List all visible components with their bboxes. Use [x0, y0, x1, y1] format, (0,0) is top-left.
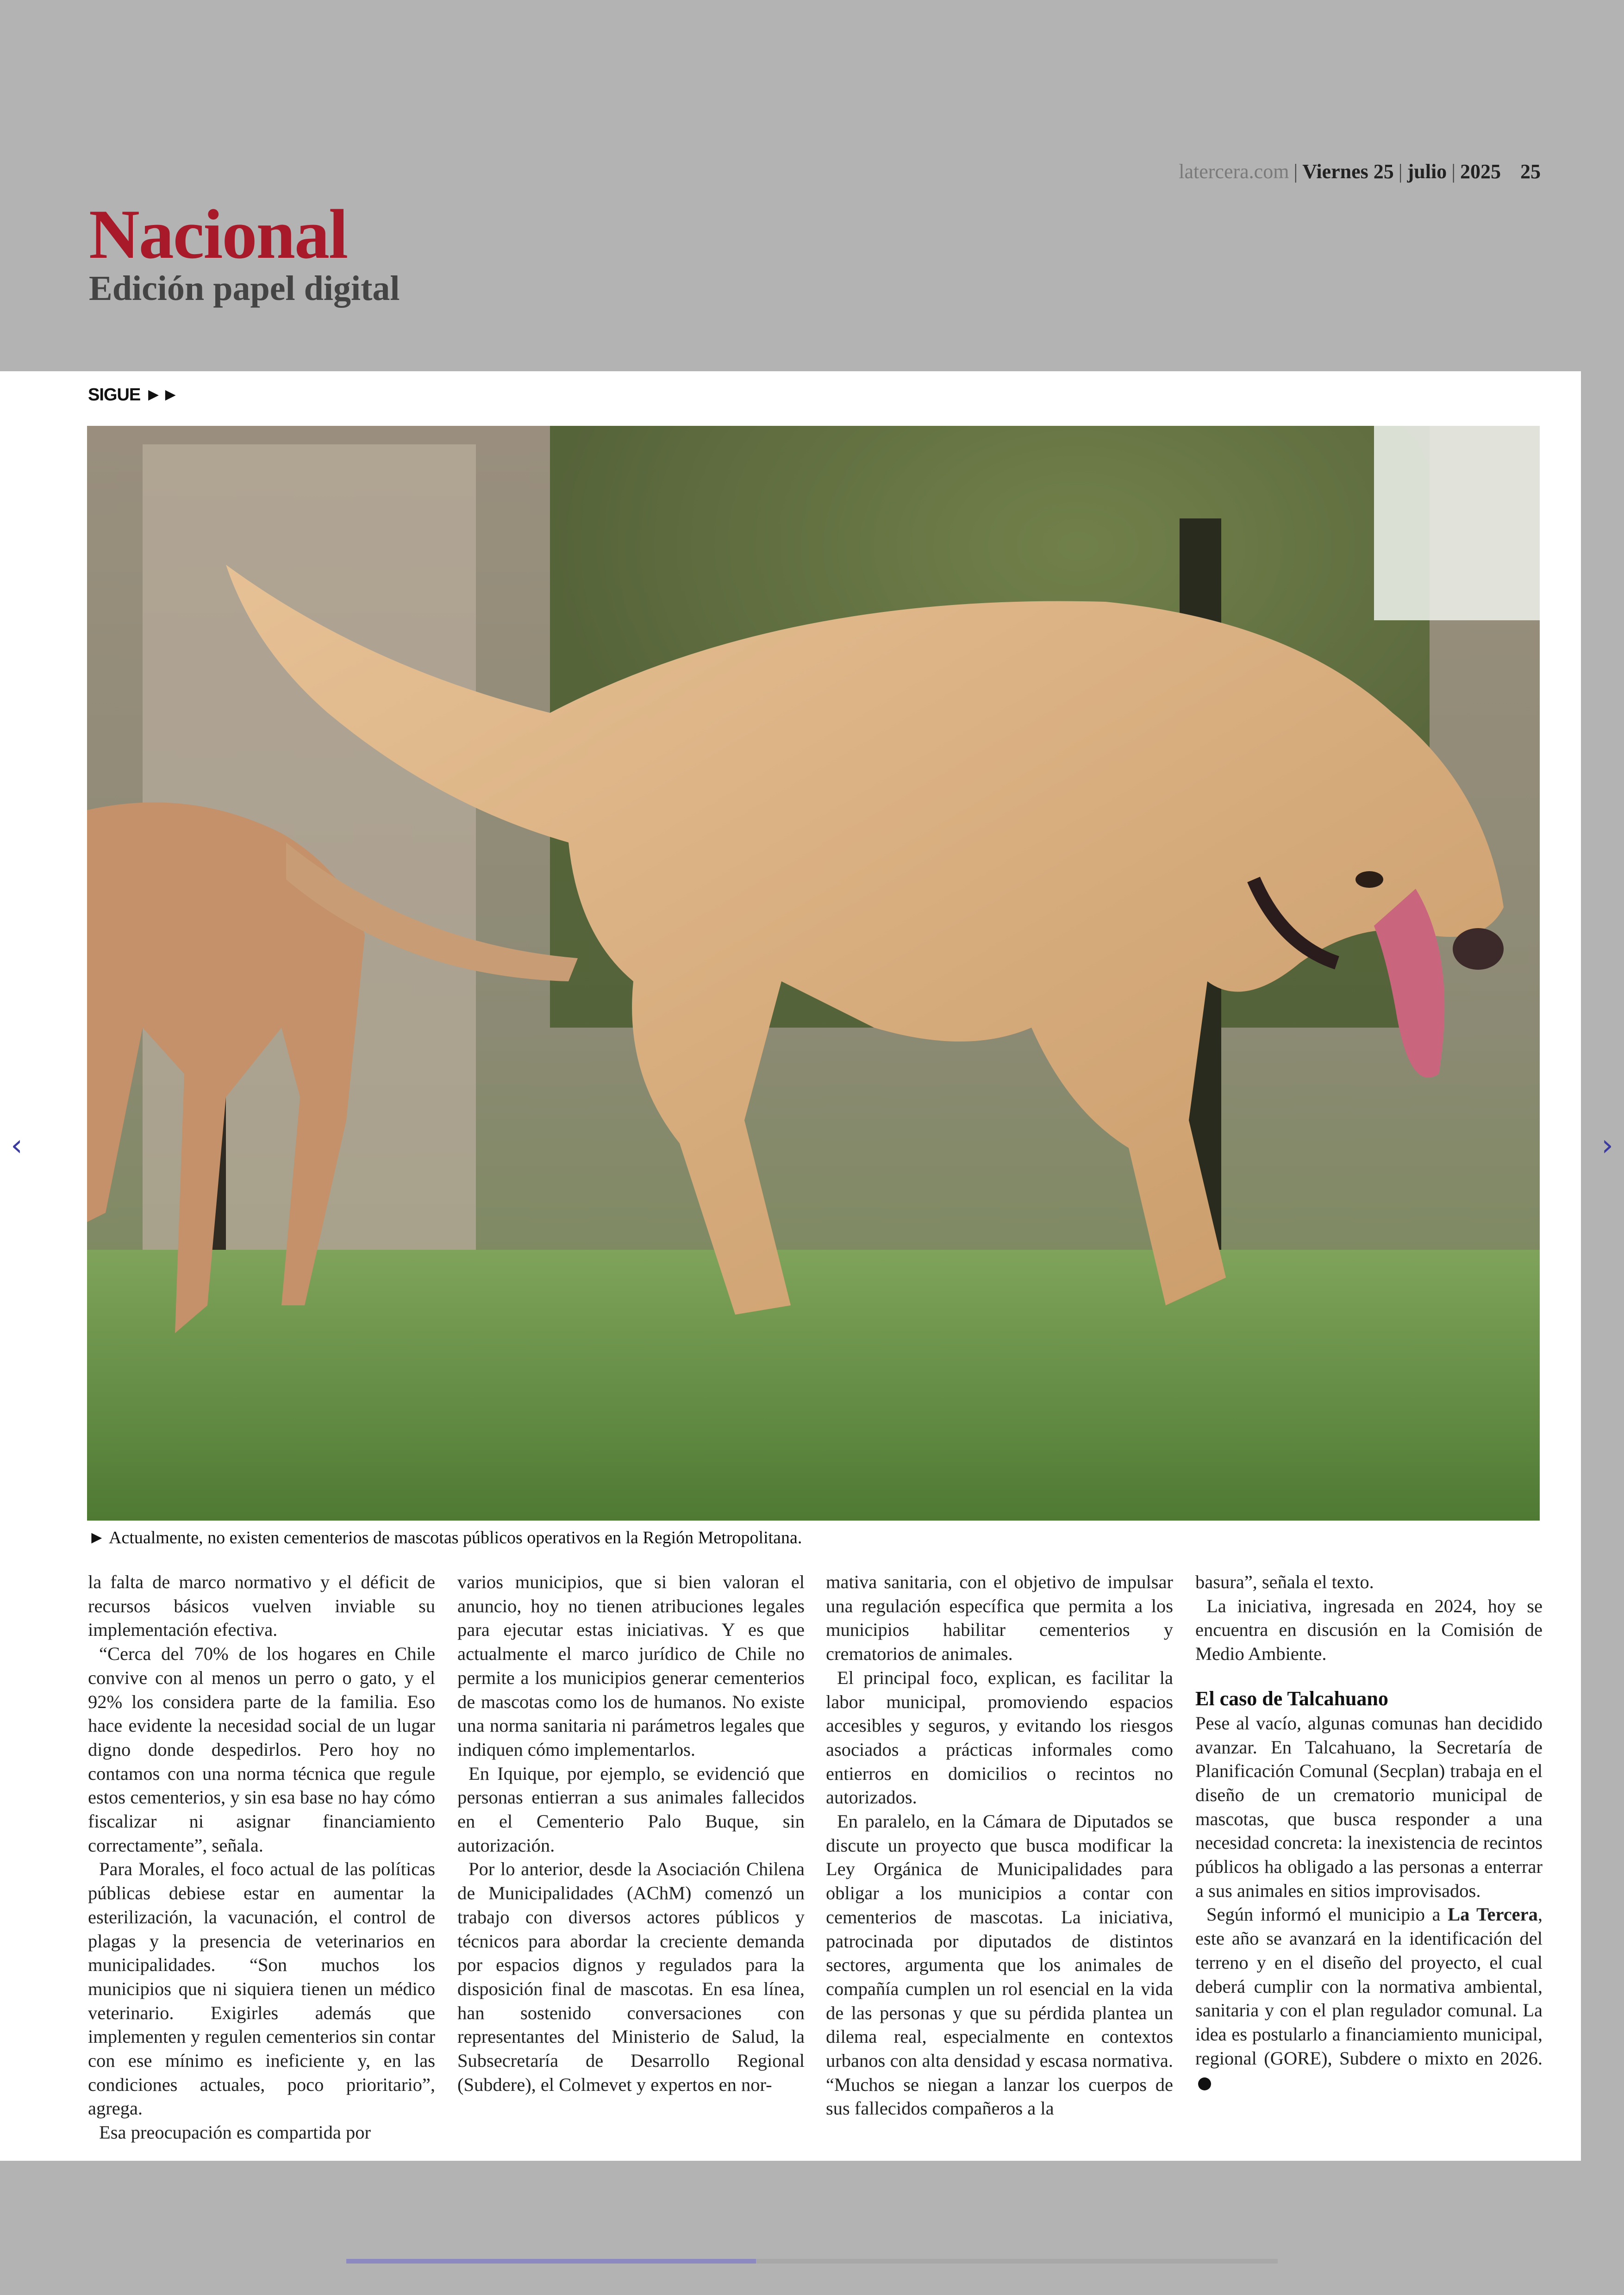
- site-name: latercera.com: [1179, 160, 1289, 183]
- paragraph: La iniciativa, ingresada en 2024, hoy se encuentra en discusión en la Comisión de Medio Ambiente.: [1195, 1595, 1543, 1665]
- subheading: El caso de Talcahuano: [1195, 1687, 1388, 1710]
- paragraph: la falta de marco normativo y el déficit de recursos básicos vuelven inviable su implementación efectiva.: [88, 1572, 435, 1640]
- chevron-left-icon[interactable]: ‹: [11, 1129, 23, 1163]
- page-scrollbar[interactable]: [346, 2259, 1278, 2264]
- paragraph: basura”, señala el texto.: [1195, 1572, 1374, 1592]
- paragraph: mativa sanitaria, con el objetivo de impulsar una regulación específica que permita a los municipios habilitar cementerios y crematorios de animales.: [826, 1572, 1173, 1665]
- section-subtitle: Edición papel digital: [89, 269, 400, 308]
- newspaper-page: [0, 371, 1581, 2161]
- month: julio: [1407, 160, 1447, 183]
- chevron-right-icon[interactable]: ›: [1601, 1129, 1613, 1163]
- newspaper-name: La Tercera: [1448, 1904, 1538, 1925]
- article-photo: [87, 426, 1540, 1521]
- paragraph: Por lo anterior, desde la Asociación Chilena de Municipalidades (AChM) comenzó un trabajo con diversos actores públicos y técnicos para abordar la creciente demanda por espacios dignos y regulados para la disposición final de mascotas. En esa línea, han sostenido conversaciones con representantes del Ministerio de Salud, la Subsecretaría de Desarrollo Regional (Subdere), el Colmevet y expertos en nor-: [457, 1858, 805, 2095]
- paragraph: Para Morales, el foco actual de las políticas públicas debiese estar en aumentar la esterilización, la vacunación, el control de plagas y la presencia de veterinarios en municipalidades. “Son muchos los municipios que ni siquiera tienen un médico veterinario. Exigirles además que implementen y regulen cementerios sin contar con ese mínimo es ineficiente y, en las condiciones actuales, poco prioritario”, agrega.: [88, 1858, 435, 2119]
- text-run: Según informó el municipio a: [1206, 1904, 1448, 1925]
- paragraph: [1195, 1902, 1543, 2094]
- end-mark-icon: [1198, 2077, 1211, 2090]
- year: 2025: [1460, 160, 1501, 183]
- article-column-4: [1195, 1570, 1543, 2094]
- article-column-3: [826, 1570, 1173, 2120]
- article-column-2: [457, 1570, 805, 2096]
- paragraph: En paralelo, en la Cámara de Diputados se discute un proyecto que busca modificar la Ley Orgánica de Municipalidades para obligar a los municipios a contar con cementerios de mascotas. La iniciativa, patrocinada por diputados de distintos sectores, argumenta que los animales de compañía cumplen un rol esencial en la vida de las personas y que su pérdida plantea un dilema real, especialmente en contextos urbanos con alta densidad y escasa normativa. “Muchos se niegan a lanzar los cuerpos de sus fallecidos compañeros a la: [826, 1811, 1173, 2119]
- page-number: 25: [1520, 160, 1541, 183]
- scrollbar-thumb[interactable]: [346, 2259, 756, 2264]
- paragraph: Pese al vacío, algunas comunas han decidido avanzar. En Talcahuano, la Secretaría de Planificación Comunal (Secplan) trabaja en el diseño de un crematorio municipal de mascotas, que busca responder a una necesidad concreta: la inexistencia de recintos públicos ha obligado a las personas a enterrar a sus animales en sitios improvisados.: [1195, 1712, 1543, 1901]
- article-column-1: [88, 1570, 435, 2145]
- photo-caption: ► Actualmente, no existen cementerios de mascotas públicos operativos en la Región Metropolitana.: [88, 1528, 802, 1547]
- paragraph: “Cerca del 70% de los hogares en Chile convive con al menos un perro o gato, y el 92% los considera parte de la familia. Eso hace evidente la necesidad social de un lugar digno donde despedirlos. Pero hoy no contamos con una norma técnica que regule estos cementerios, y sin esa base no hay cómo fiscalizar ni asignar financiamiento correctamente”, señala.: [88, 1643, 435, 1856]
- text-run: , este año se avanzará en la identificación del terreno y en el diseño del proyecto, el cual deberá cumplir con la normativa ambiental, sanitaria y con el plan regulador comunal. La idea es postularlo a financiamiento municipal, regional (GORE), Subdere o mixto en 2026.: [1195, 1904, 1543, 2069]
- weekday: Viernes 25: [1302, 160, 1394, 183]
- paragraph: El principal foco, explican, es facilitar la labor municipal, promoviendo espacios accesibles y seguros, y evitando los riesgos asociados a prácticas informales como entierros en domicilios o recintos no autorizados.: [826, 1667, 1173, 1808]
- paragraph: varios municipios, que si bien valoran el anuncio, hoy no tienen atribuciones legales para ejecutar estas iniciativas. Y es que actualmente el marco jurídico de Chile no permite a los municipios generar cementerios de mascotas como los de humanos. No existe una norma sanitaria ni parámetros legales que indiquen cómo implementarlos.: [457, 1572, 805, 1760]
- paragraph: Esa preocupación es compartida por: [99, 2122, 371, 2143]
- continues-label: SIGUE ►►: [88, 385, 179, 405]
- paragraph: En Iquique, por ejemplo, se evidenció que personas entierran a sus animales fallecidos en el Cementerio Palo Buque, sin autorización.: [457, 1763, 805, 1856]
- section-title: Nacional: [89, 195, 348, 273]
- dogs-in-park-image: [87, 426, 1540, 1521]
- edition-date: latercera.com | Viernes 25 | julio | 2025 25: [1179, 160, 1541, 183]
